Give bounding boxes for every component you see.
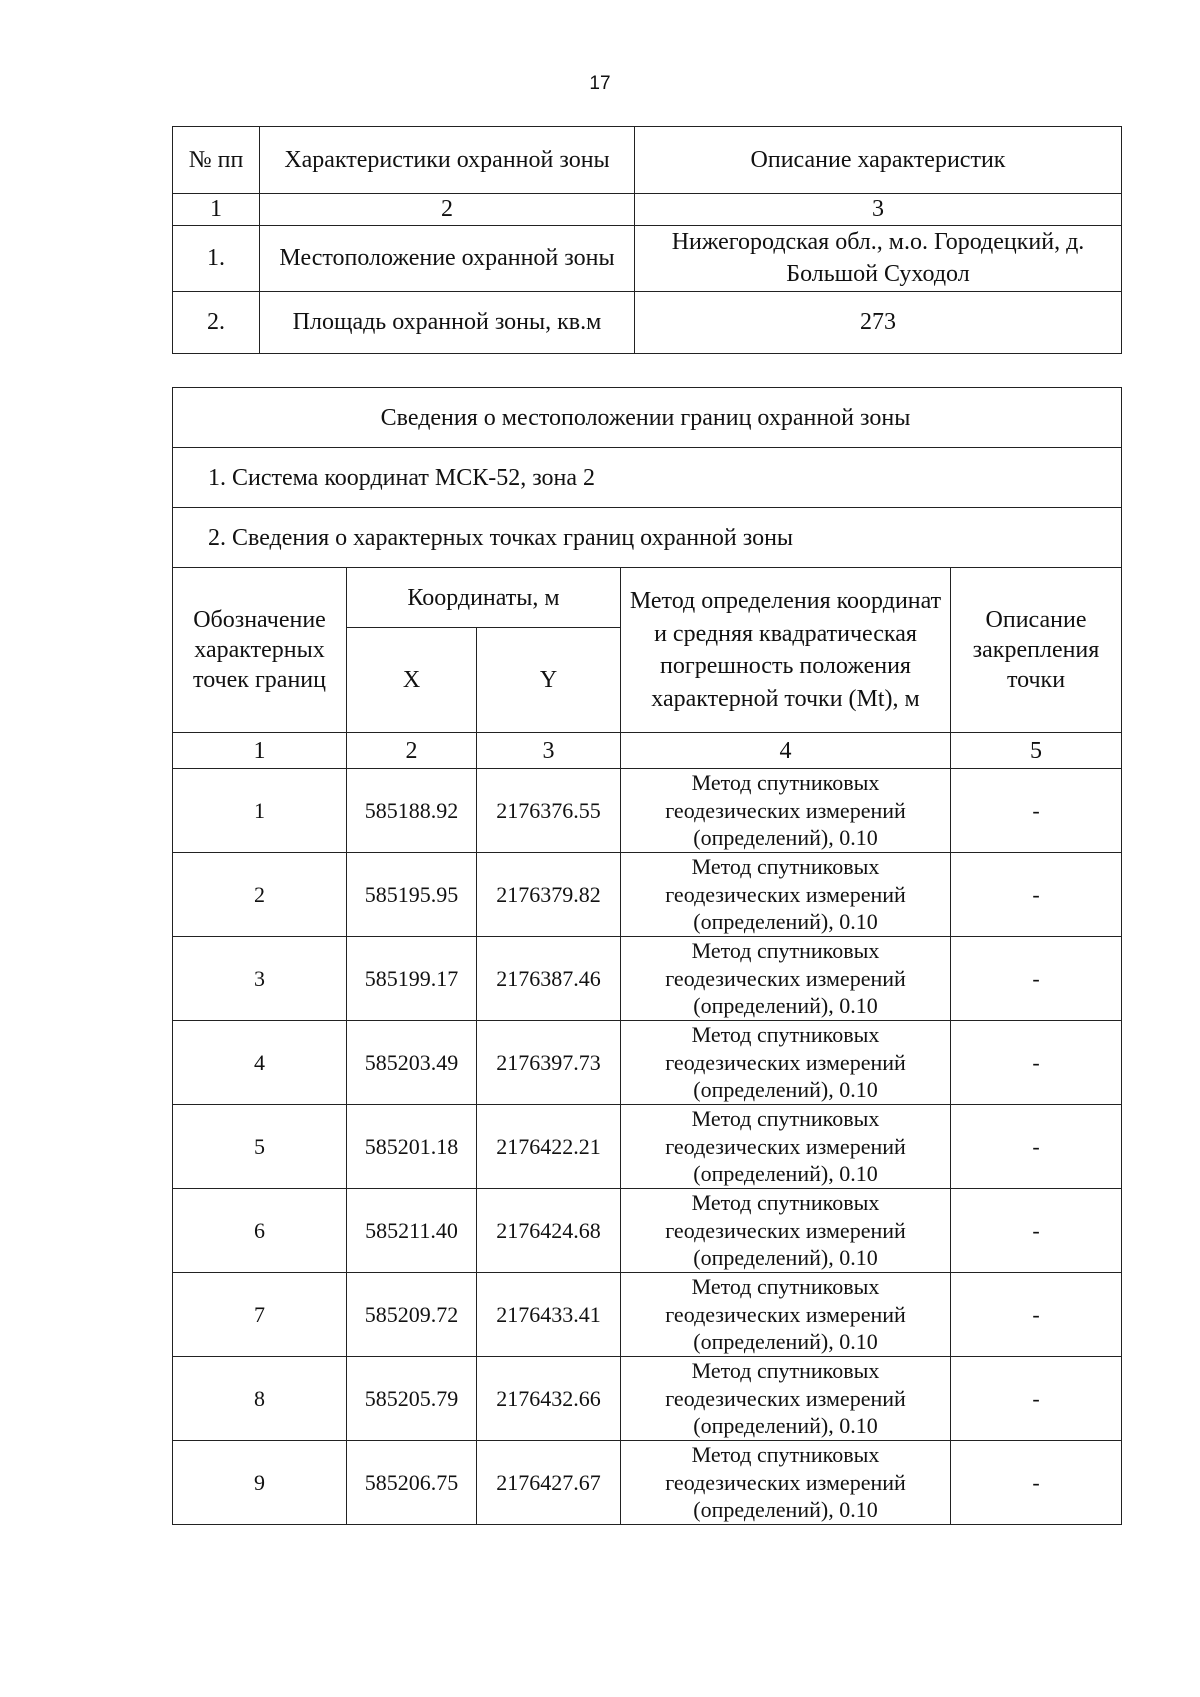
header-row-number: № пп	[173, 127, 260, 194]
description-cell: 273	[635, 291, 1122, 353]
point-method: Метод спутниковых геодезических измерений (определений), 0.10	[621, 853, 951, 937]
point-id: 3	[173, 937, 347, 1021]
points-heading: 2. Сведения о характерных точках границ охранной зоны	[173, 508, 1122, 568]
point-y: 2176422.21	[477, 1105, 621, 1189]
point-y: 2176379.82	[477, 853, 621, 937]
point-y: 2176433.41	[477, 1273, 621, 1357]
point-method: Метод спутниковых геодезических измерений (определений), 0.10	[621, 937, 951, 1021]
table-row	[173, 291, 1122, 353]
point-x: 585211.40	[347, 1189, 477, 1273]
point-id: 5	[173, 1105, 347, 1189]
row-number: 2.	[173, 291, 260, 353]
point-y: 2176427.67	[477, 1441, 621, 1525]
column-number: 2	[260, 194, 635, 226]
column-number: 4	[621, 733, 951, 769]
point-id: 4	[173, 1021, 347, 1105]
point-x: 585209.72	[347, 1273, 477, 1357]
point-y: 2176424.68	[477, 1189, 621, 1273]
point-fixing: -	[951, 1273, 1122, 1357]
table-row	[173, 1441, 1122, 1525]
column-number: 2	[347, 733, 477, 769]
characteristic-cell: Местоположение охранной зоны	[260, 225, 635, 291]
characteristic-cell: Площадь охранной зоны, кв.м	[260, 291, 635, 353]
column-number: 3	[635, 194, 1122, 226]
point-fixing: -	[951, 937, 1122, 1021]
table-row	[173, 1189, 1122, 1273]
point-x: 585188.92	[347, 769, 477, 853]
header-fixing: Описание закрепления точки	[951, 568, 1122, 733]
table-row	[173, 937, 1122, 1021]
point-id: 6	[173, 1189, 347, 1273]
section-title: Сведения о местоположении границ охранной зоны	[173, 388, 1122, 448]
header-designation: Обозначение характерных точек границ	[173, 568, 347, 733]
point-id: 1	[173, 769, 347, 853]
table-header-row	[173, 127, 1122, 194]
coord-system-label: 1. Система координат МСК-52, зона 2	[173, 448, 1122, 508]
point-y: 2176376.55	[477, 769, 621, 853]
point-x: 585205.79	[347, 1357, 477, 1441]
table-row	[173, 1357, 1122, 1441]
point-method: Метод спутниковых геодезических измерений (определений), 0.10	[621, 1105, 951, 1189]
point-y: 2176432.66	[477, 1357, 621, 1441]
table-header-row	[173, 568, 1122, 628]
point-id: 9	[173, 1441, 347, 1525]
boundary-points-table	[172, 387, 1122, 1525]
point-x: 585199.17	[347, 937, 477, 1021]
point-method: Метод спутниковых геодезических измерений (определений), 0.10	[621, 1021, 951, 1105]
point-x: 585195.95	[347, 853, 477, 937]
column-number: 1	[173, 733, 347, 769]
header-x: X	[347, 628, 477, 733]
point-fixing: -	[951, 769, 1122, 853]
column-number: 5	[951, 733, 1122, 769]
point-x: 585203.49	[347, 1021, 477, 1105]
coord-system-row	[173, 448, 1122, 508]
point-id: 2	[173, 853, 347, 937]
table-row	[173, 769, 1122, 853]
header-characteristic: Характеристики охранной зоны	[260, 127, 635, 194]
description-cell: Нижегородская обл., м.о. Городецкий, д. Большой Суходол	[635, 225, 1122, 291]
header-coordinates: Координаты, м	[347, 568, 621, 628]
points-heading-row	[173, 508, 1122, 568]
section-title-row	[173, 388, 1122, 448]
point-method: Метод спутниковых геодезических измерений (определений), 0.10	[621, 1357, 951, 1441]
point-method: Метод спутниковых геодезических измерений (определений), 0.10	[621, 769, 951, 853]
column-number: 1	[173, 194, 260, 226]
point-y: 2176397.73	[477, 1021, 621, 1105]
table-row	[173, 1273, 1122, 1357]
point-x: 585201.18	[347, 1105, 477, 1189]
point-y: 2176387.46	[477, 937, 621, 1021]
point-fixing: -	[951, 1105, 1122, 1189]
header-description: Описание характеристик	[635, 127, 1122, 194]
point-x: 585206.75	[347, 1441, 477, 1525]
point-method: Метод спутниковых геодезических измерений (определений), 0.10	[621, 1441, 951, 1525]
column-number-row	[173, 733, 1122, 769]
zone-characteristics-table	[172, 126, 1122, 354]
column-number-row	[173, 194, 1122, 226]
point-fixing: -	[951, 1021, 1122, 1105]
point-fixing: -	[951, 1441, 1122, 1525]
header-method: Метод определения координат и средняя квадратическая погрешность положения характерной точки (Mt), м	[621, 568, 951, 733]
point-method: Метод спутниковых геодезических измерений (определений), 0.10	[621, 1189, 951, 1273]
point-fixing: -	[951, 1357, 1122, 1441]
column-number: 3	[477, 733, 621, 769]
page-number: 17	[589, 73, 611, 94]
table-row	[173, 853, 1122, 937]
table-row	[173, 1105, 1122, 1189]
point-fixing: -	[951, 1189, 1122, 1273]
row-number: 1.	[173, 225, 260, 291]
table-row	[173, 1021, 1122, 1105]
point-fixing: -	[951, 853, 1122, 937]
header-y: Y	[477, 628, 621, 733]
table-row	[173, 225, 1122, 291]
point-id: 8	[173, 1357, 347, 1441]
point-method: Метод спутниковых геодезических измерений (определений), 0.10	[621, 1273, 951, 1357]
point-id: 7	[173, 1273, 347, 1357]
